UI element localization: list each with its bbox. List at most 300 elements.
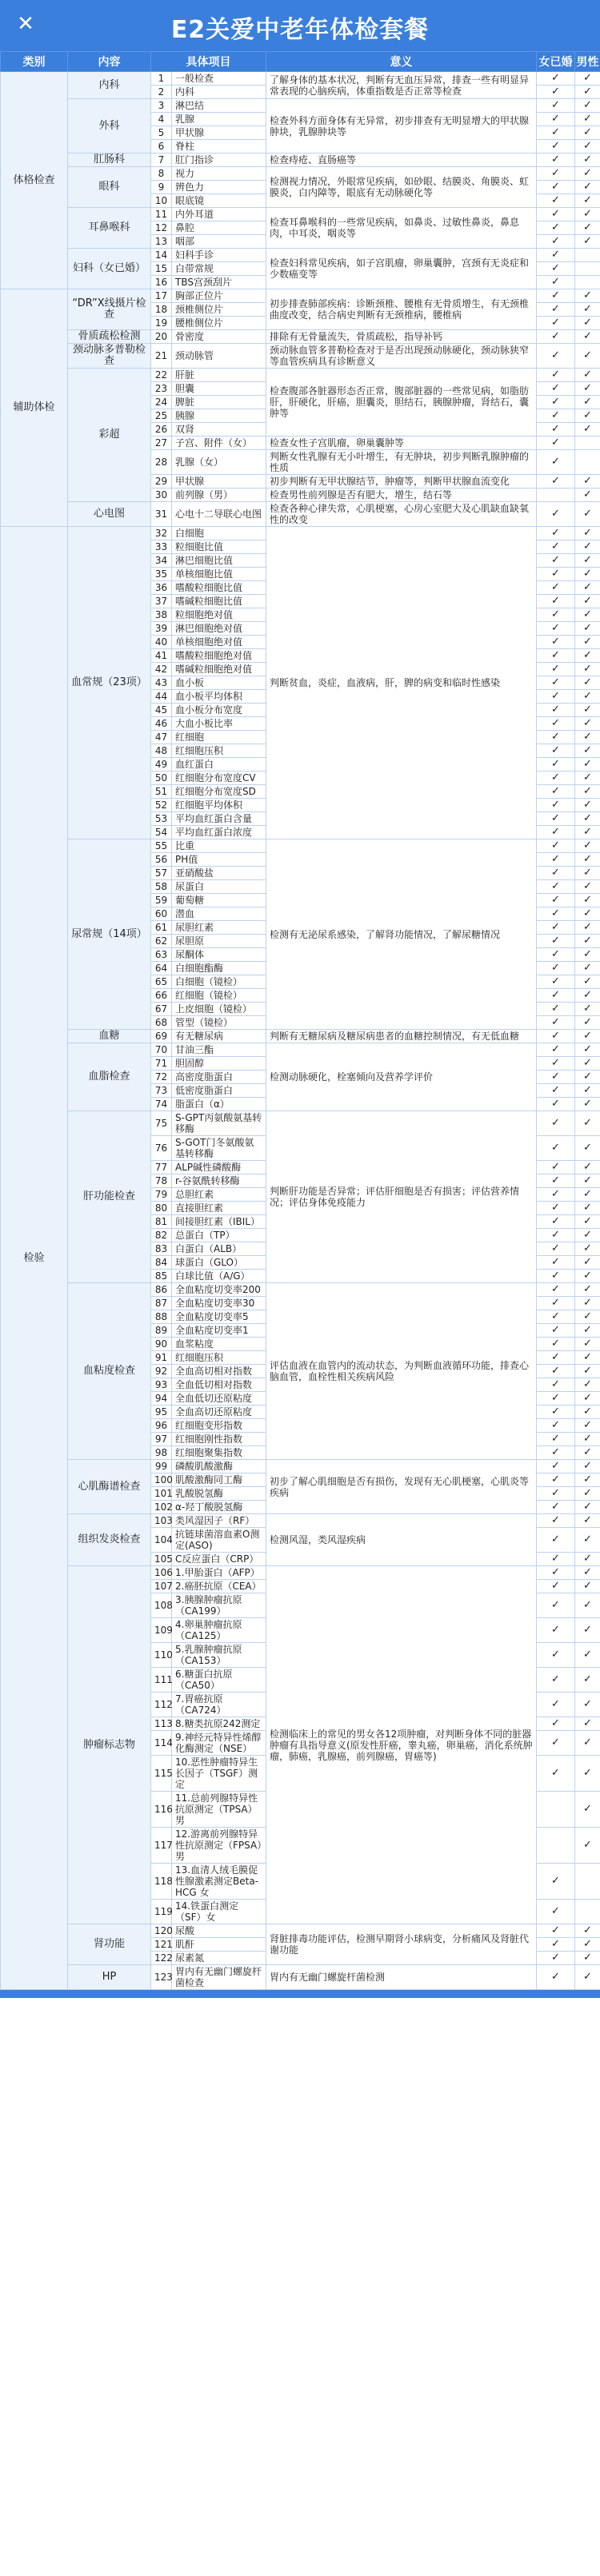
male-check-icon — [575, 437, 600, 450]
item-number: 92 — [151, 1365, 172, 1378]
male-check-icon: ✓ — [575, 907, 600, 921]
male-check-icon: ✓ — [575, 488, 600, 502]
male-check-icon: ✓ — [575, 1952, 600, 1965]
item-name: 胸部正位片 — [172, 289, 266, 303]
female-check-icon: ✓ — [537, 826, 575, 839]
female-check-icon — [537, 1792, 575, 1828]
female-check-icon: ✓ — [537, 1528, 575, 1553]
female-check-icon: ✓ — [537, 1270, 575, 1283]
item-name: 全血粘度切变率200 — [172, 1283, 266, 1297]
item-name: 骨密度 — [172, 330, 266, 344]
item-number: 63 — [151, 948, 172, 962]
item-name: 亚硝酸盐 — [172, 867, 266, 880]
item-name: ALP碱性磷酸酶 — [172, 1161, 266, 1174]
content-cell: 彩超 — [68, 369, 151, 502]
item-number: 44 — [151, 690, 172, 704]
item-number: 82 — [151, 1229, 172, 1242]
female-check-icon: ✓ — [537, 907, 575, 921]
item-number: 79 — [151, 1188, 172, 1202]
item-number: 43 — [151, 676, 172, 690]
male-check-icon: ✓ — [575, 540, 600, 554]
table-row — [1, 527, 600, 540]
item-number: 85 — [151, 1270, 172, 1283]
male-check-icon: ✓ — [575, 744, 600, 758]
female-check-icon: ✓ — [537, 344, 575, 369]
male-check-icon: ✓ — [575, 880, 600, 894]
item-name: 红细胞压积 — [172, 1351, 266, 1365]
male-check-icon: ✓ — [575, 867, 600, 880]
item-name: 鼻腔 — [172, 221, 266, 235]
item-name: 辨色力 — [172, 181, 266, 194]
table-row — [1, 1924, 600, 1938]
female-check-icon — [537, 488, 575, 502]
item-name: 13.血清人绒毛膜促性腺激素测定Beta-HCG 女 — [172, 1864, 266, 1900]
female-check-icon: ✓ — [537, 475, 575, 488]
meaning-cell: 检查各种心律失常，心肌梗塞，心房心室肥大及心肌缺血缺氧性的改变 — [266, 502, 537, 527]
meaning-cell: 排除有无骨量流失，骨质疏松，指导补钙 — [266, 330, 537, 344]
content-cell: 血糖 — [68, 1030, 151, 1043]
item-name: 8.糖类抗原242测定 — [172, 1717, 266, 1731]
item-number: 112 — [151, 1693, 172, 1717]
item-name: C反应蛋白（CRP） — [172, 1553, 266, 1566]
item-number: 101 — [151, 1487, 172, 1501]
item-number: 73 — [151, 1084, 172, 1098]
male-check-icon: ✓ — [575, 1030, 600, 1043]
male-check-icon: ✓ — [575, 731, 600, 744]
female-check-icon: ✓ — [537, 1365, 575, 1378]
table-row — [1, 1566, 600, 1580]
male-check-icon: ✓ — [575, 1242, 600, 1256]
item-name: 12.游离前列腺特异性抗原测定（FPSA）男 — [172, 1828, 266, 1864]
item-number: 100 — [151, 1473, 172, 1487]
item-number: 24 — [151, 396, 172, 409]
item-name: 3.胰腺肿瘤抗原（CA199） — [172, 1593, 266, 1618]
item-name: 腰椎侧位片 — [172, 317, 266, 330]
item-number: 106 — [151, 1566, 172, 1580]
item-number: 109 — [151, 1618, 172, 1643]
item-name: 低密度脂蛋白 — [172, 1084, 266, 1098]
item-name: 平均血红蛋白含量 — [172, 812, 266, 826]
female-check-icon: ✓ — [537, 554, 575, 568]
item-name: 潜血 — [172, 907, 266, 921]
item-name: 甘油三酯 — [172, 1043, 266, 1057]
male-check-icon: ✓ — [575, 1618, 600, 1643]
item-name: 全血低切相对指数 — [172, 1378, 266, 1392]
male-check-icon: ✓ — [575, 126, 600, 140]
item-number: 90 — [151, 1338, 172, 1351]
table-row — [1, 1514, 600, 1528]
male-check-icon: ✓ — [575, 1215, 600, 1229]
male-check-icon: ✓ — [575, 1229, 600, 1242]
item-number: 60 — [151, 907, 172, 921]
female-check-icon: ✓ — [537, 154, 575, 167]
female-check-icon: ✓ — [537, 369, 575, 382]
male-check-icon: ✓ — [575, 1473, 600, 1487]
item-number: 123 — [151, 1965, 172, 1990]
female-check-icon: ✓ — [537, 1378, 575, 1392]
content-cell: 耳鼻喉科 — [68, 208, 151, 249]
male-check-icon: ✓ — [575, 595, 600, 608]
male-check-icon: ✓ — [575, 1717, 600, 1731]
table-row — [1, 1111, 600, 1136]
item-number: 55 — [151, 839, 172, 853]
meaning-cell: 判断肝功能是否异常；评估肝细胞是否有损害；评估营养情况；评估身体免疫能力 — [266, 1111, 537, 1283]
male-check-icon: ✓ — [575, 839, 600, 853]
male-check-icon — [575, 262, 600, 276]
male-check-icon: ✓ — [575, 1057, 600, 1071]
item-name: 一般检查 — [172, 72, 266, 86]
item-number: 21 — [151, 344, 172, 369]
male-check-icon — [575, 1900, 600, 1924]
female-check-icon: ✓ — [537, 1433, 575, 1446]
content-cell: 肝功能检查 — [68, 1111, 151, 1283]
item-number: 11 — [151, 208, 172, 221]
item-name: 红细胞聚集指数 — [172, 1446, 266, 1460]
female-check-icon: ✓ — [537, 758, 575, 772]
item-number: 25 — [151, 409, 172, 423]
meaning-cell: 检测动脉硬化，栓塞倾向及营养学评价 — [266, 1043, 537, 1111]
item-name: 尿素氮 — [172, 1952, 266, 1965]
item-name: 白球比值（A/G） — [172, 1270, 266, 1283]
item-name: 红细胞变形指数 — [172, 1419, 266, 1433]
male-check-icon: ✓ — [575, 568, 600, 581]
male-check-icon — [575, 1864, 600, 1900]
male-check-icon: ✓ — [575, 208, 600, 221]
item-number: 61 — [151, 921, 172, 935]
item-number: 32 — [151, 527, 172, 540]
male-check-icon: ✓ — [575, 167, 600, 181]
male-check-icon — [575, 276, 600, 289]
item-number: 40 — [151, 636, 172, 649]
female-check-icon: ✓ — [537, 1310, 575, 1324]
item-name: 全血高切还原粘度 — [172, 1406, 266, 1419]
female-check-icon: ✓ — [537, 1566, 575, 1580]
meaning-cell: 检查痔疮、直肠癌等 — [266, 154, 537, 167]
female-check-icon: ✓ — [537, 86, 575, 99]
female-check-icon: ✓ — [537, 704, 575, 717]
table-row — [1, 839, 600, 853]
item-name: 嗜碱粒细胞绝对值 — [172, 663, 266, 676]
item-number: 23 — [151, 382, 172, 396]
male-check-icon: ✓ — [575, 1924, 600, 1938]
female-check-icon: ✓ — [537, 744, 575, 758]
table-row — [1, 369, 600, 382]
item-number: 105 — [151, 1553, 172, 1566]
content-cell: 组织发炎检查 — [68, 1514, 151, 1566]
content-cell: 血脂检查 — [68, 1043, 151, 1111]
item-name: 视力 — [172, 167, 266, 181]
female-check-icon: ✓ — [537, 1501, 575, 1514]
item-name: 全血高切相对指数 — [172, 1365, 266, 1378]
male-check-icon: ✓ — [575, 1043, 600, 1057]
item-name: 11.总前列腺特异性抗原测定（TPSA）男 — [172, 1792, 266, 1828]
item-name: 9.神经元特异性烯醇化酶测定（NSE） — [172, 1731, 266, 1756]
item-name: 子宫、附件（女） — [172, 437, 266, 450]
item-name: 红细胞 — [172, 731, 266, 744]
item-number: 111 — [151, 1668, 172, 1693]
male-check-icon: ✓ — [575, 99, 600, 113]
male-check-icon: ✓ — [575, 948, 600, 962]
female-check-icon: ✓ — [537, 1924, 575, 1938]
male-check-icon: ✓ — [575, 622, 600, 636]
item-name: 乳腺（女） — [172, 450, 266, 475]
item-number: 41 — [151, 649, 172, 663]
female-check-icon: ✓ — [537, 595, 575, 608]
item-name: 血浆粘度 — [172, 1338, 266, 1351]
male-check-icon: ✓ — [575, 785, 600, 799]
item-number: 51 — [151, 785, 172, 799]
female-check-icon: ✓ — [537, 208, 575, 221]
female-check-icon: ✓ — [537, 1003, 575, 1016]
female-check-icon: ✓ — [537, 276, 575, 289]
male-check-icon: ✓ — [575, 221, 600, 235]
table-row — [1, 330, 600, 344]
item-name: 妇科手诊 — [172, 249, 266, 262]
item-name: 4.卵巢肿瘤抗原（CA125） — [172, 1618, 266, 1643]
female-check-icon: ✓ — [537, 1668, 575, 1693]
table-row — [1, 154, 600, 167]
female-check-icon: ✓ — [537, 812, 575, 826]
female-check-icon: ✓ — [537, 1864, 575, 1900]
item-name: 胰腺 — [172, 409, 266, 423]
item-name: TBS宫颈刮片 — [172, 276, 266, 289]
female-check-icon: ✓ — [537, 717, 575, 731]
female-check-icon: ✓ — [537, 1900, 575, 1924]
item-name: 尿胆红素 — [172, 921, 266, 935]
item-number: 78 — [151, 1174, 172, 1188]
item-number: 47 — [151, 731, 172, 744]
meaning-cell: 检查女性子宫肌瘤，卵巢囊肿等 — [266, 437, 537, 450]
meaning-cell: 判断有无糖尿病及糖尿病患者的血糖控制情况，有无低血糖 — [266, 1030, 537, 1043]
female-check-icon: ✓ — [537, 382, 575, 396]
male-check-icon: ✓ — [575, 894, 600, 907]
male-check-icon: ✓ — [575, 235, 600, 249]
item-name: 红细胞分布宽度CV — [172, 772, 266, 785]
item-name: 血小板平均体积 — [172, 690, 266, 704]
item-number: 22 — [151, 369, 172, 382]
item-name: 胆囊 — [172, 382, 266, 396]
item-name: 全血粘度切变率5 — [172, 1310, 266, 1324]
male-check-icon: ✓ — [575, 1003, 600, 1016]
content-cell: 妇科（女已婚） — [68, 249, 151, 289]
item-name: 胆固醇 — [172, 1057, 266, 1071]
item-number: 98 — [151, 1446, 172, 1460]
item-name: 肌酐 — [172, 1938, 266, 1952]
item-name: 红细胞刚性指数 — [172, 1433, 266, 1446]
item-number: 68 — [151, 1016, 172, 1030]
close-icon[interactable]: ✕ — [17, 12, 34, 36]
item-name: 6.糖蛋白抗原（CA50） — [172, 1668, 266, 1693]
female-check-icon: ✓ — [537, 948, 575, 962]
female-check-icon: ✓ — [537, 1392, 575, 1406]
table-row — [1, 1965, 600, 1990]
female-check-icon: ✓ — [537, 975, 575, 989]
female-check-icon: ✓ — [537, 921, 575, 935]
content-cell: 肾功能 — [68, 1924, 151, 1965]
item-number: 15 — [151, 262, 172, 276]
male-check-icon: ✓ — [575, 140, 600, 154]
item-name: 直接胆红素 — [172, 1202, 266, 1215]
female-check-icon: ✓ — [537, 1731, 575, 1756]
female-check-icon: ✓ — [537, 289, 575, 303]
item-name: 心电十二导联心电图 — [172, 502, 266, 527]
male-check-icon: ✓ — [575, 1098, 600, 1111]
item-name: 白细胞（镜检） — [172, 975, 266, 989]
male-check-icon: ✓ — [575, 1643, 600, 1668]
female-check-icon: ✓ — [537, 1338, 575, 1351]
item-name: 颈椎侧位片 — [172, 303, 266, 317]
meaning-cell: 检测视力情况，外眼常见疾病，如砂眼、结膜炎、角膜炎、虹膜炎，白内障等，眼底有无动脉硬化等 — [266, 167, 537, 208]
item-name: 内外耳道 — [172, 208, 266, 221]
meaning-cell: 检查男性前列腺是否有肥大，增生，结石等 — [266, 488, 537, 502]
item-number: 39 — [151, 622, 172, 636]
female-check-icon: ✓ — [537, 581, 575, 595]
item-number: 57 — [151, 867, 172, 880]
meaning-cell: 初步了解心肌细胞是否有损伤，发现有无心肌梗塞，心肌炎等疾病 — [266, 1460, 537, 1514]
content-cell: 肛肠科 — [68, 154, 151, 167]
item-number: 50 — [151, 772, 172, 785]
item-name: 管型（镜检） — [172, 1016, 266, 1030]
female-check-icon: ✓ — [537, 221, 575, 235]
male-check-icon: ✓ — [575, 396, 600, 409]
item-number: 36 — [151, 581, 172, 595]
meaning-cell: 检测有无泌尿系感染，了解肾功能情况，了解尿糖情况 — [266, 839, 537, 1030]
item-number: 13 — [151, 235, 172, 249]
female-check-icon: ✓ — [537, 450, 575, 475]
item-name: 肛门指诊 — [172, 154, 266, 167]
male-check-icon: ✓ — [575, 1365, 600, 1378]
item-number: 87 — [151, 1297, 172, 1310]
male-check-icon: ✓ — [575, 758, 600, 772]
male-check-icon: ✓ — [575, 1136, 600, 1161]
item-name: 全血低切还原粘度 — [172, 1392, 266, 1406]
male-check-icon: ✓ — [575, 1566, 600, 1580]
content-cell: 眼科 — [68, 167, 151, 208]
female-check-icon: ✓ — [537, 867, 575, 880]
male-check-icon: ✓ — [575, 1351, 600, 1365]
item-name: 1.甲胎蛋白（AFP） — [172, 1566, 266, 1580]
female-check-icon: ✓ — [537, 568, 575, 581]
item-name: 总胆红素 — [172, 1188, 266, 1202]
item-number: 54 — [151, 826, 172, 839]
item-name: 尿蛋白 — [172, 880, 266, 894]
female-check-icon: ✓ — [537, 731, 575, 744]
category-cell: 检验 — [1, 527, 68, 1990]
item-number: 102 — [151, 1501, 172, 1514]
item-name: 红细胞（镜检） — [172, 989, 266, 1003]
female-check-icon: ✓ — [537, 1215, 575, 1229]
item-name: 白蛋白（ALB） — [172, 1242, 266, 1256]
male-check-icon: ✓ — [575, 1202, 600, 1215]
female-check-icon — [537, 1828, 575, 1864]
item-number: 7 — [151, 154, 172, 167]
female-check-icon: ✓ — [537, 1446, 575, 1460]
item-number: 2 — [151, 86, 172, 99]
item-name: 7.胃癌抗原（CA724） — [172, 1693, 266, 1717]
male-check-icon: ✓ — [575, 1668, 600, 1693]
item-number: 67 — [151, 1003, 172, 1016]
exam-table — [0, 51, 600, 1990]
column-header-item: 具体项目 — [151, 52, 266, 72]
item-number: 113 — [151, 1717, 172, 1731]
item-number: 120 — [151, 1924, 172, 1938]
item-name: 类风湿因子（RF） — [172, 1514, 266, 1528]
female-check-icon: ✓ — [537, 1756, 575, 1792]
item-number: 72 — [151, 1071, 172, 1084]
meaning-cell: 检查腹部各脏器形态否正常，腹部脏器的一些常见病，如脂肪肝，肝硬化，肝癌，胆囊炎，胆结石，胰腺肿瘤，肾结石，囊肿等 — [266, 369, 537, 437]
item-number: 65 — [151, 975, 172, 989]
item-name: 肌酸激酶同工酶 — [172, 1473, 266, 1487]
item-number: 49 — [151, 758, 172, 772]
item-name: 平均血红蛋白浓度 — [172, 826, 266, 839]
item-number: 91 — [151, 1351, 172, 1365]
female-check-icon: ✓ — [537, 330, 575, 344]
content-cell: 血粘度检查 — [68, 1283, 151, 1460]
male-check-icon: ✓ — [575, 194, 600, 208]
item-name: S-GPT丙氨酸氨基转移酶 — [172, 1111, 266, 1136]
male-check-icon: ✓ — [575, 1256, 600, 1270]
male-check-icon: ✓ — [575, 1111, 600, 1136]
table-row — [1, 1043, 600, 1057]
male-check-icon: ✓ — [575, 554, 600, 568]
male-check-icon: ✓ — [575, 409, 600, 423]
item-number: 89 — [151, 1324, 172, 1338]
female-check-icon: ✓ — [537, 1084, 575, 1098]
female-check-icon: ✓ — [537, 317, 575, 330]
item-number: 95 — [151, 1406, 172, 1419]
item-number: 93 — [151, 1378, 172, 1392]
item-name: 尿酸 — [172, 1924, 266, 1938]
item-name: α-羟丁酸脱氢酶 — [172, 1501, 266, 1514]
item-name: 全血粘度切变率30 — [172, 1297, 266, 1310]
female-check-icon: ✓ — [537, 1324, 575, 1338]
item-number: 75 — [151, 1111, 172, 1136]
item-number: 12 — [151, 221, 172, 235]
item-number: 26 — [151, 423, 172, 437]
meaning-cell: 检查耳鼻喉科的一些常见疾病，如鼻炎、过敏性鼻炎，鼻息肉，中耳炎，咽炎等 — [266, 208, 537, 249]
male-check-icon: ✓ — [575, 975, 600, 989]
female-check-icon: ✓ — [537, 72, 575, 86]
item-name: 血红蛋白 — [172, 758, 266, 772]
female-check-icon: ✓ — [537, 1136, 575, 1161]
item-name: 磷酸肌酸激酶 — [172, 1460, 266, 1473]
exam-table-body — [1, 72, 600, 1990]
item-number: 74 — [151, 1098, 172, 1111]
item-number: 104 — [151, 1528, 172, 1553]
content-cell: 肿瘤标志物 — [68, 1566, 151, 1924]
female-check-icon: ✓ — [537, 1098, 575, 1111]
female-check-icon: ✓ — [537, 622, 575, 636]
female-check-icon: ✓ — [537, 1965, 575, 1990]
item-number: 118 — [151, 1864, 172, 1900]
item-number: 27 — [151, 437, 172, 450]
item-name: 甲状腺 — [172, 475, 266, 488]
meaning-cell: 判断贫血，炎症，血液病，肝，脾的病变和临时性感染 — [266, 527, 537, 839]
item-number: 17 — [151, 289, 172, 303]
male-check-icon: ✓ — [575, 1419, 600, 1433]
female-check-icon: ✓ — [537, 1553, 575, 1566]
male-check-icon: ✓ — [575, 330, 600, 344]
meaning-cell: 颈动脉血管多普勒检查对于是否出现颈动脉硬化，颈动脉狭窄等血管疾病具有诊断意义 — [266, 344, 537, 369]
male-check-icon: ✓ — [575, 1392, 600, 1406]
female-check-icon: ✓ — [537, 303, 575, 317]
female-check-icon: ✓ — [537, 894, 575, 907]
female-check-icon: ✓ — [537, 1460, 575, 1473]
item-number: 1 — [151, 72, 172, 86]
column-header-content: 内容 — [68, 52, 151, 72]
table-row — [1, 1030, 600, 1043]
male-check-icon: ✓ — [575, 935, 600, 948]
